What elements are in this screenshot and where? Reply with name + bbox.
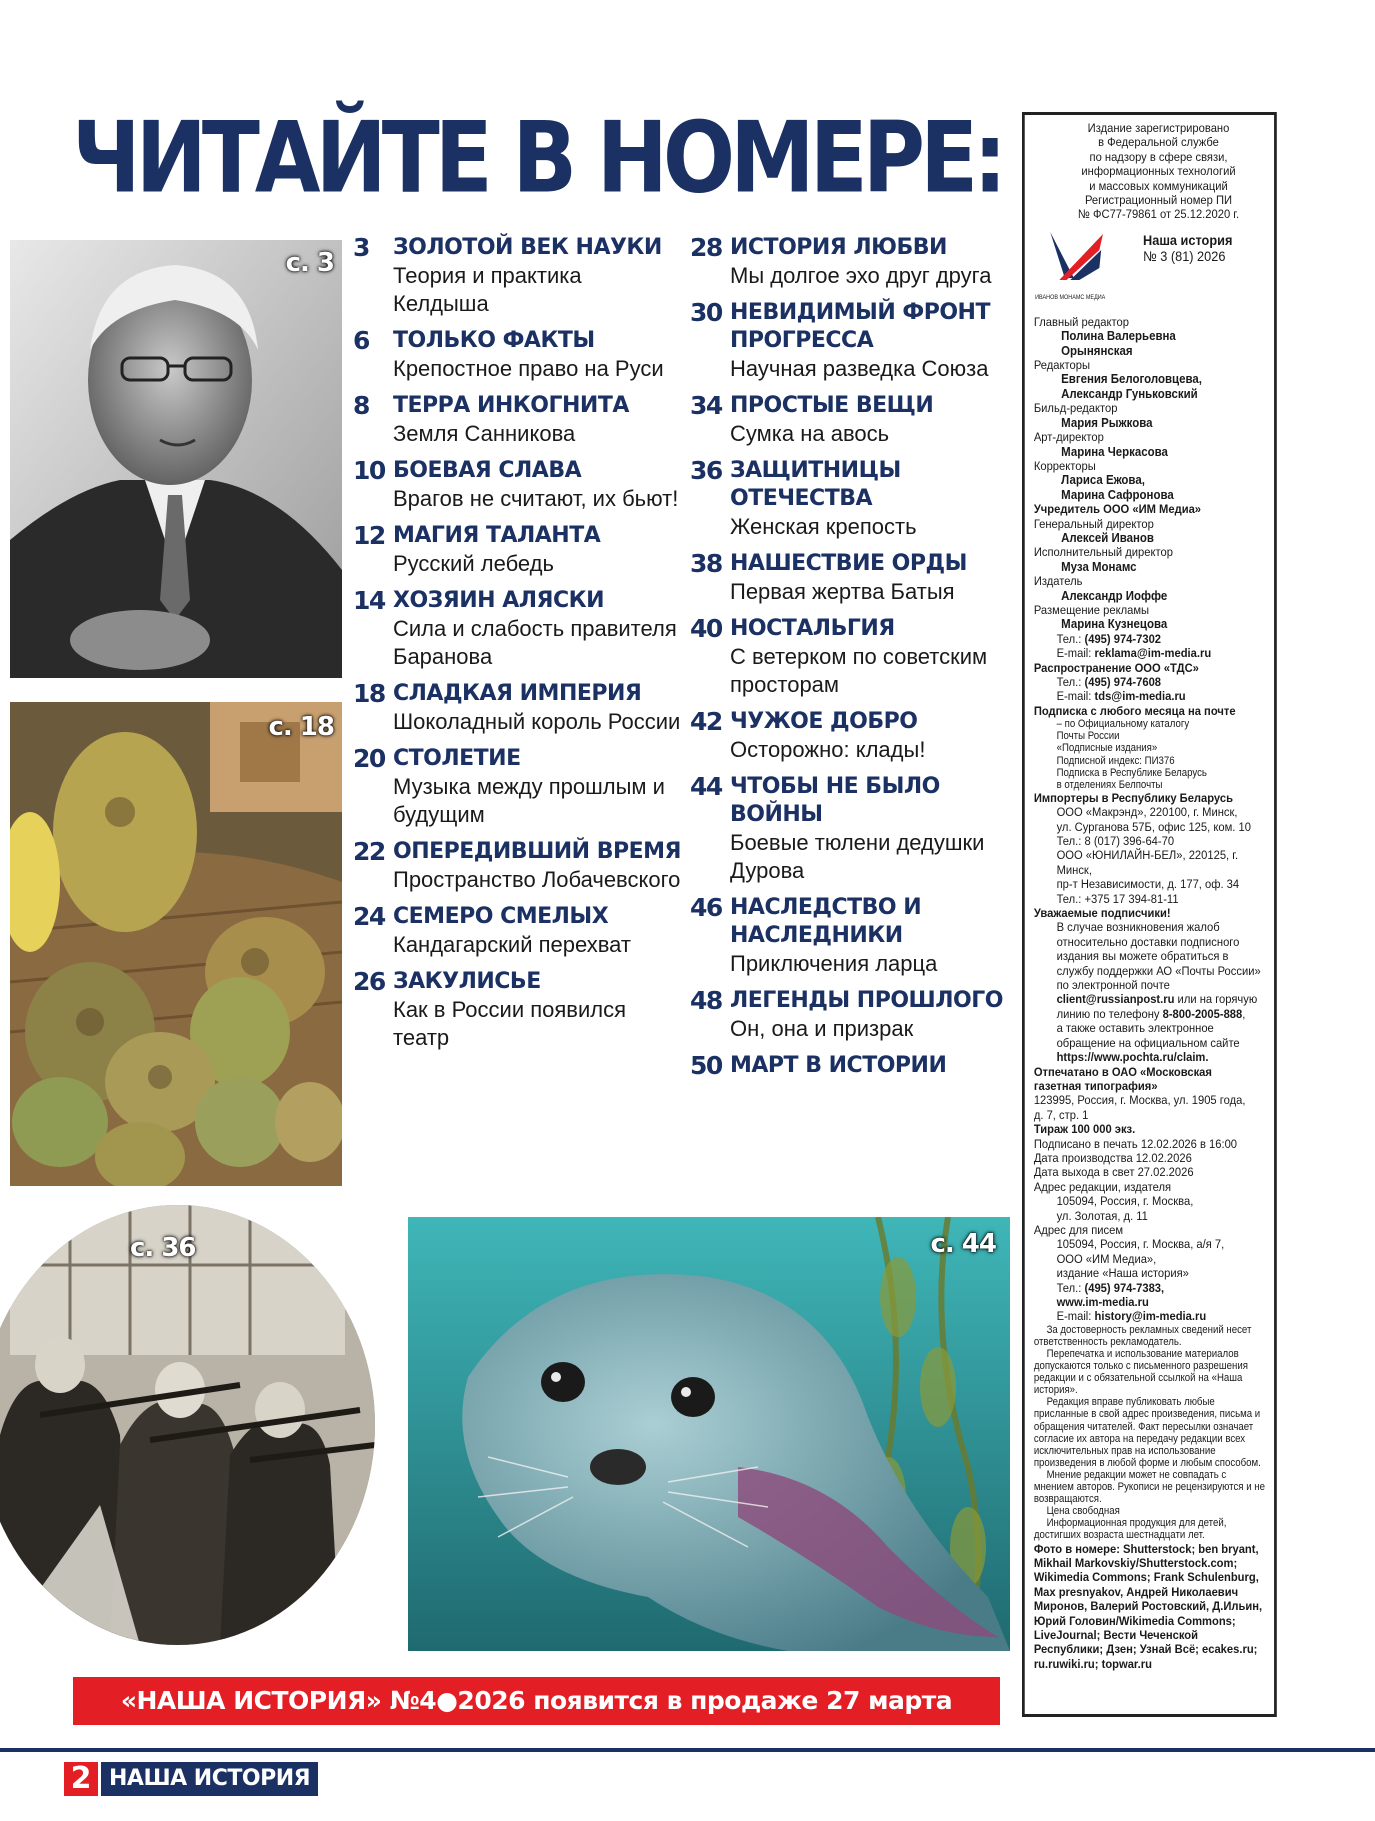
ed-name: Муза Монамс: [1061, 559, 1137, 574]
toc-heading: ХОЗЯИН АЛЯСКИ: [393, 588, 604, 613]
mail-line: ООО «ИМ Медиа»,: [1056, 1251, 1157, 1266]
rifles-illustration: [0, 1205, 375, 1645]
toc-item: [353, 234, 683, 318]
toc-item: [690, 773, 1020, 885]
editor-name: Александр Гуньковский: [1061, 386, 1198, 401]
toc-item: [353, 838, 683, 894]
toc-subtitle: Женская крепость: [730, 514, 917, 539]
toc-page-number: 36: [690, 456, 722, 485]
subscribers-head: Уважаемые подписчики!: [1033, 906, 1171, 921]
reg-line: в Федеральной службе: [1098, 135, 1219, 150]
toc-subtitle: С ветерком по советским просторам: [730, 644, 988, 697]
toc-page-number: 6: [353, 326, 369, 355]
photo-editor-name: Мария Рыжкова: [1061, 415, 1153, 430]
mail-email-label: E-mail:: [1056, 1309, 1095, 1324]
toc-page-number: 28: [690, 233, 722, 262]
mail-label: Адрес для писем: [1033, 1222, 1124, 1237]
toc-item: [353, 745, 683, 829]
photo-seal: [408, 1217, 1010, 1651]
toc-item: [690, 234, 1020, 290]
toc-subtitle: Шоколадный король России: [393, 709, 681, 734]
importers-line: пр-т Независимости, д. 177, оф. 34: [1056, 877, 1240, 892]
toc-page-number: 34: [690, 391, 722, 420]
reg-line: информационных технологий: [1081, 164, 1236, 179]
photo-women-rifles: [0, 1205, 375, 1645]
toc-page-number: 3: [353, 233, 369, 262]
publisher-name: Александр Иоффе: [1061, 588, 1168, 603]
toc-item: [690, 894, 1020, 978]
toc-subtitle: Крепостное право на Руси: [393, 356, 664, 381]
gd-label: Генеральный директор: [1033, 516, 1154, 531]
toc-item: [353, 587, 683, 671]
toc-item: [690, 457, 1020, 541]
toc-subtitle: Врагов не считают, их бьют!: [393, 486, 679, 511]
chief-name: Орынянская: [1061, 343, 1133, 358]
fine-print: Редакция вправе публиковать любые присланные в свой адрес произведения, письма и обращения читателей. Факт пересылки означает согласие их автора на передачу редакции всех исключительных прав на использование произведения в любой форме и любым способом.: [1033, 1396, 1261, 1469]
imprint-box: [1022, 112, 1277, 1717]
post-email: client@russianpost.ru: [1056, 992, 1175, 1007]
ads-tel: (495) 974-7302: [1084, 631, 1162, 646]
toc-page-number: 46: [690, 893, 722, 922]
toc-item: [353, 968, 683, 1052]
mail-line: 105094, Россия, г. Москва, а/я 7,: [1056, 1237, 1225, 1252]
toc-subtitle: Земля Санникова: [393, 421, 576, 446]
toc-item: [690, 1052, 1020, 1080]
founder: Учредитель ООО «ИМ Медиа»: [1033, 502, 1202, 517]
photo-page-label: с. 36: [130, 1233, 196, 1263]
importers-line: Тел.: 8 (017) 396-64-70: [1056, 834, 1175, 848]
photo-page-label: с. 3: [285, 248, 334, 278]
photo-easter-eggs: [10, 702, 342, 1186]
toc-heading: ЗАЩИТНИЦЫ ОТЕЧЕСТВА: [730, 458, 901, 511]
registration-block: [1054, 121, 1263, 222]
mail-line: издание «Наша история»: [1056, 1266, 1189, 1281]
importers-head: Импортеры в Республику Беларусь: [1033, 790, 1233, 805]
toc-page-number: 38: [690, 549, 722, 578]
ads-tel-label: Тел.:: [1056, 631, 1085, 646]
mail-tel-label: Тел.:: [1056, 1280, 1085, 1295]
editor-name: Евгения Белоголовцева,: [1061, 372, 1202, 387]
toc-item: [353, 392, 683, 448]
toc-subtitle: Приключения ларца: [730, 951, 938, 976]
subscribers-line: или на горячую: [1174, 992, 1258, 1007]
seal-illustration: [408, 1217, 1010, 1651]
subscribers-line: линию по телефону: [1056, 1006, 1163, 1021]
dist-email-label: E-mail:: [1056, 689, 1095, 704]
toc-heading: МАГИЯ ТАЛАНТА: [393, 523, 601, 548]
magazine-name: НАША ИСТОРИЯ: [101, 1762, 318, 1796]
toc-page-number: 44: [690, 772, 722, 801]
fine-print: Мнение редакции может не совпадать с мнением авторов. Рукописи не рецензируются и не возвращаются.: [1033, 1468, 1265, 1506]
reg-line: Издание зарегистрировано: [1087, 121, 1230, 135]
fine-print: Цена свободная: [1046, 1505, 1120, 1518]
toc-page-number: 30: [690, 298, 722, 327]
importers-line: ООО «ЮНИЛАЙН-БЕЛ», 220125, г. Минск,: [1056, 848, 1239, 877]
toc-subtitle: Мы долгое эхо друг друга: [730, 263, 992, 288]
subscribers-line: по электронной почте: [1056, 978, 1170, 993]
toc-page-number: 12: [353, 521, 385, 550]
subscription-head: Подписка с любого месяца на почте: [1033, 703, 1236, 718]
toc-heading: НАШЕСТВИЕ ОРДЫ: [730, 551, 967, 576]
fine-print: Перепечатка и использование материалов допускаются только с письменного разрешения редакции и с обязательной ссылкой на «Наша история».: [1033, 1348, 1248, 1397]
toc-page-number: 26: [353, 967, 385, 996]
toc-subtitle: Осторожно: клады!: [730, 737, 926, 762]
reg-line: Регистрационный номер ПИ: [1084, 193, 1233, 208]
toc-item: [690, 550, 1020, 606]
page-title: ЧИТАЙТЕ В НОМЕРЕ:: [72, 101, 1003, 216]
toc-page-number: 18: [353, 679, 385, 708]
ads-email: reklama@im-media.ru: [1094, 646, 1212, 661]
importers-line: Тел.: +375 17 394-81-11: [1056, 891, 1179, 906]
toc-heading: ЛЕГЕНДЫ ПРОШЛОГО: [730, 988, 1003, 1013]
photo-page-label: с. 44: [930, 1229, 996, 1259]
printer-line: газетная типография»: [1033, 1078, 1158, 1093]
proofreader-name: Марина Сафронова: [1061, 487, 1174, 502]
toc-subtitle: Научная разведка Союза: [730, 356, 989, 381]
toc-page-number: 24: [353, 902, 385, 931]
photo-portrait: [10, 240, 342, 678]
toc-page-number: 14: [353, 586, 385, 615]
art-director-name: Марина Черкасова: [1061, 444, 1168, 459]
toc-heading: ЧТОБЫ НЕ БЫЛО ВОЙНЫ: [730, 774, 940, 827]
issue-number: № 3 (81) 2026: [1143, 247, 1226, 264]
toc-subtitle: Как в России появился театр: [393, 997, 627, 1050]
brand-name: Наша история: [1143, 231, 1233, 248]
toc-subtitle: Первая жертва Батыя: [730, 579, 955, 604]
publisher-label: Издатель: [1033, 574, 1083, 589]
toc-heading: НОСТАЛЬГИЯ: [730, 616, 895, 641]
printer-address: 123995, Россия, г. Москва, ул. 1905 года,: [1033, 1093, 1246, 1108]
bottom-rule: [0, 1748, 1375, 1752]
subscribers-line: службу поддержки АО «Почты России»: [1056, 963, 1261, 978]
toc-item: [690, 987, 1020, 1043]
toc-page-number: 48: [690, 986, 722, 1015]
toc-left-column: [353, 234, 683, 1061]
publisher-logo-icon: [1034, 228, 1107, 292]
editors-label: Редакторы: [1033, 358, 1091, 373]
toc-item: [353, 522, 683, 578]
toc-heading: БОЕВАЯ СЛАВА: [393, 458, 582, 483]
toc-heading: ИСТОРИЯ ЛЮБВИ: [730, 235, 947, 260]
subscription-line: в отделениях Белпочты: [1056, 778, 1163, 791]
eggs-illustration: [10, 702, 342, 1186]
chief-name: Полина Валерьевна: [1061, 329, 1176, 344]
art-director-label: Арт-директор: [1033, 430, 1104, 445]
signed-date: Подписано в печать 12.02.2026 в 16:00: [1033, 1136, 1238, 1151]
toc-item: [690, 708, 1020, 764]
toc-page-number: 50: [690, 1051, 722, 1080]
toc-item: [353, 457, 683, 513]
ads-name: Марина Кузнецова: [1061, 617, 1168, 632]
chief-label: Главный редактор: [1033, 314, 1129, 329]
toc-heading: НЕВИДИМЫЙ ФРОНТ ПРОГРЕССА: [730, 300, 990, 353]
reg-line: и массовых коммуникаций: [1089, 178, 1228, 193]
next-issue-banner: «НАША ИСТОРИЯ» №4●2026 появится в продаже 27 марта: [73, 1677, 1000, 1725]
proofreaders-label: Корректоры: [1033, 458, 1096, 473]
photo-editor-label: Бильд-редактор: [1033, 401, 1118, 416]
photo-page-label: с. 18: [268, 712, 334, 742]
subscription-line: – по Официальному каталогу: [1056, 718, 1190, 731]
subscribers-line: В случае возникновения жалоб: [1056, 920, 1220, 935]
toc-heading: СЕМЕРО СМЕЛЫХ: [393, 904, 609, 929]
printer-line: Отпечатано в ОАО «Московская: [1033, 1064, 1212, 1079]
toc-heading: ЗАКУЛИСЬЕ: [393, 969, 541, 994]
page-number: 2: [64, 1762, 98, 1796]
photo-credits: Фото в номере: Shutterstock; ben bryant, Mikhail Markovskiy/Shutterstock.com; Wikimedia Commons; Frank Schulenburg, Max presnyakov, Андрей Николаевич Миронов, Валерий Ростовский, Д.Ильин, Юрий Головин/Wikimedia Commons; LiveJournal; Вести Чеченской Республики; Дзен; Узнай Всё; ecakes.ru; ru.ruwiki.ru; topwar.ru: [1033, 1541, 1263, 1671]
subscribers-line: издания вы можете обратиться в: [1056, 949, 1229, 964]
portrait-illustration: [10, 240, 342, 678]
toc-page-number: 40: [690, 614, 722, 643]
toc-heading: ТОЛЬКО ФАКТЫ: [393, 328, 595, 353]
ads-label: Размещение рекламы: [1033, 602, 1150, 617]
toc-page-number: 22: [353, 837, 385, 866]
toc-subtitle: Пространство Лобачевского: [393, 867, 681, 892]
toc-subtitle: Боевые тюлени дедушки Дурова: [730, 830, 985, 883]
toc-heading: СТОЛЕТИЕ: [393, 746, 521, 771]
fine-print: За достоверность рекламных сведений несет ответственность рекламодатель.: [1033, 1323, 1252, 1348]
dist-email: tds@im-media.ru: [1094, 689, 1186, 704]
toc-item: [690, 299, 1020, 383]
website: www.im-media.ru: [1056, 1295, 1149, 1309]
toc-subtitle: Музыка между прошлым и будущим: [393, 774, 665, 827]
toc-heading: ЗОЛОТОЙ ВЕК НАУКИ: [393, 235, 662, 260]
importers-line: ул. Сурганова 57Б, офис 125, ком. 10: [1056, 819, 1251, 834]
importers-line: ООО «Макрэнд», 220100, г. Минск,: [1056, 805, 1238, 820]
address-line: 105094, Россия, г. Москва,: [1056, 1194, 1194, 1209]
ed-label: Исполнительный директор: [1033, 545, 1173, 560]
toc-subtitle: Кандагарский перехват: [393, 932, 632, 957]
toc-heading: СЛАДКАЯ ИМПЕРИЯ: [393, 681, 642, 706]
toc-page-number: 20: [353, 744, 385, 773]
toc-item: [353, 327, 683, 383]
subscription-line: Почты России: [1056, 730, 1120, 743]
subscription-line: «Подписные издания»: [1056, 742, 1158, 755]
toc-heading: ПРОСТЫЕ ВЕЩИ: [730, 393, 934, 418]
publisher-logo: [1034, 228, 1107, 308]
reg-line: № ФС77-79861 от 25.12.2020 г.: [1077, 207, 1240, 222]
dist-tel: (495) 974-7608: [1084, 675, 1162, 689]
circulation: Тираж 100 000 экз.: [1033, 1122, 1136, 1137]
footer: [64, 1762, 318, 1796]
toc-subtitle: Сумка на авось: [730, 421, 890, 446]
ads-email-label: E-mail:: [1056, 646, 1095, 661]
subscription-line: Подписной индекс: ПИ376: [1056, 754, 1175, 767]
toc-subtitle: Теория и практика Келдыша: [393, 263, 582, 316]
release-date: Дата выхода в свет 27.02.2026: [1033, 1165, 1194, 1180]
subscribers-line: обращение на официальном сайте: [1056, 1035, 1240, 1050]
toc-heading: ОПЕРЕДИВШИЙ ВРЕМЯ: [393, 839, 681, 864]
toc-item: [353, 903, 683, 959]
proofreader-name: Лариса Ежова,: [1061, 473, 1145, 488]
toc-subtitle: Сила и слабость правителя Баранова: [393, 616, 677, 669]
gd-name: Алексей Иванов: [1061, 530, 1154, 545]
toc-heading: МАРТ В ИСТОРИИ: [730, 1053, 947, 1078]
toc-right-column: [690, 234, 1020, 1089]
toc-subtitle: Он, она и призрак: [730, 1016, 914, 1041]
subscribers-line: а также оставить электронное: [1056, 1021, 1214, 1036]
reg-line: по надзору в сфере связи,: [1089, 149, 1228, 164]
toc-page-number: 8: [353, 391, 369, 420]
claim-site: https://www.pochta.ru/claim.: [1056, 1050, 1209, 1065]
dist-tel-label: Тел.:: [1056, 675, 1085, 689]
logo-caption: ИВАНОВ МОНАМС МЕДИА: [1035, 295, 1106, 302]
fine-print: Информационная продукция для детей, достигших возраста шестнадцати лет.: [1033, 1517, 1227, 1542]
subscribers-line: относительно доставки подписного: [1056, 934, 1240, 949]
production-date: Дата производства 12.02.2026: [1033, 1150, 1192, 1165]
toc-item: [353, 680, 683, 736]
mail-tel: (495) 974-7383,: [1084, 1280, 1165, 1295]
toc-item: [690, 392, 1020, 448]
toc-page-number: 42: [690, 707, 722, 736]
toc-heading: ЧУЖОЕ ДОБРО: [730, 709, 918, 734]
toc-subtitle: Русский лебедь: [393, 551, 554, 576]
subscribers-line: ,: [1242, 1006, 1246, 1021]
toc-page-number: 10: [353, 456, 385, 485]
address-line: ул. Золотая, д. 11: [1056, 1208, 1148, 1223]
toc-item: [690, 615, 1020, 699]
distribution: Распространение ООО «ТДС»: [1033, 660, 1199, 675]
toc-heading: НАСЛЕДСТВО И НАСЛЕДНИКИ: [730, 895, 922, 948]
mail-email: history@im-media.ru: [1094, 1309, 1207, 1324]
hotline-phone: 8-800-2005-888: [1162, 1006, 1243, 1021]
subscription-line: Подписка в Республике Беларусь: [1056, 766, 1207, 779]
toc-heading: ТЕРРА ИНКОГНИТА: [393, 393, 629, 418]
printer-address: д. 7, стр. 1: [1033, 1107, 1089, 1122]
address-label: Адрес редакции, издателя: [1033, 1179, 1172, 1194]
